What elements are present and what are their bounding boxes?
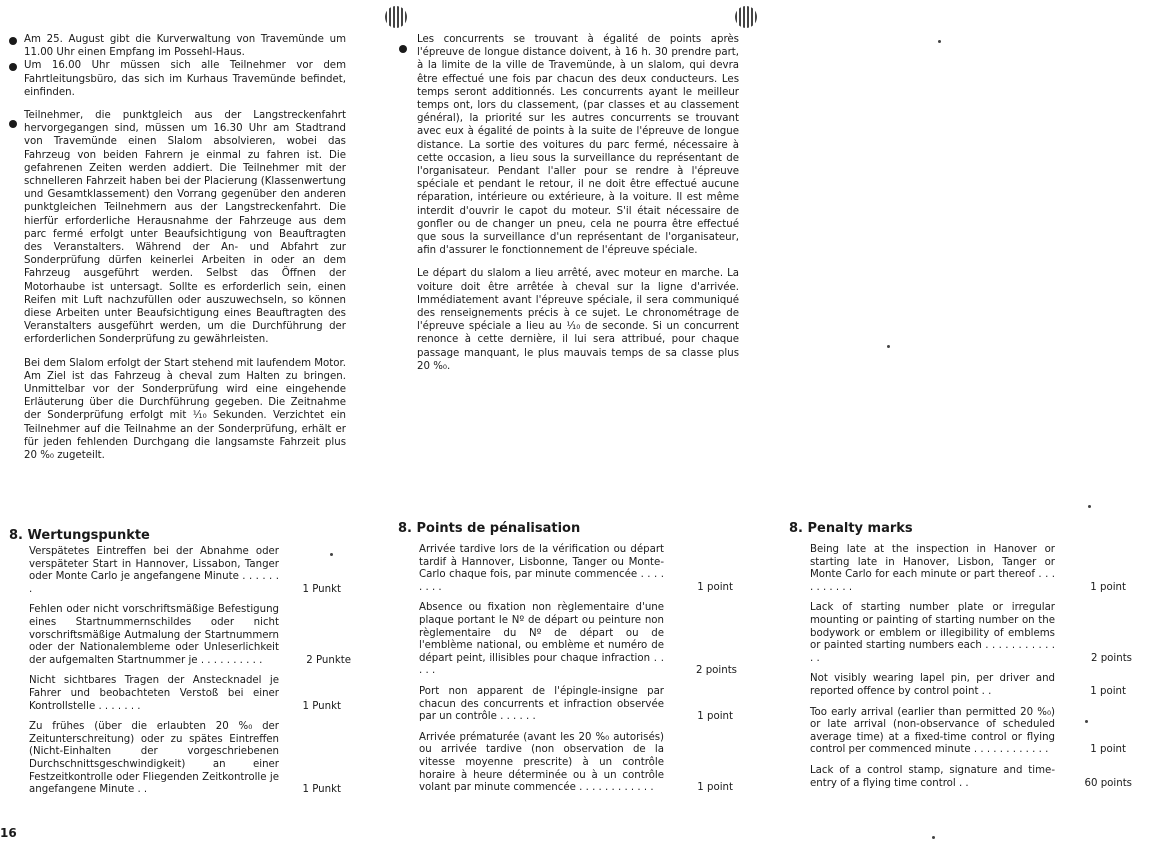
penalty-points: 2 points [1090, 652, 1132, 664]
scan-mark-right [735, 6, 757, 28]
french-slalom-paragraph: Les concurrents se trouvant à égalité de points après l'épreuve de longue distance doivent, à 16 h. 30 prendre part, à la limite de la ville de Travemünde, à un slalom, qui devra être effectué une fois par chacun des deux conducteurs. Les temps seront additionnés. Les concurrents ayant le meilleur temps ont, lors du classement, (par classes et au classement général), la priorité sur les autres concurrents se trouvant avec eux à égalité de points à la suite de l'épreuve de longue distance. La sortie des voitures du parc fermé, nécessaire à cette occasion, a lieu sous la surveillance du représentant de l'organisateur. Pendant l'aller pour se rendre à l'épreuve spéciale et pendant le retour, il ne doit être effectué aucune réparation, intérieure ou extérieure, à la voiture. Il est même interdit d'ouvrir le capot du moteur. S'il était nécessaire de gonfler ou de changer un pneu, cela ne pourra être effectué que sous la surveillance d'un représentant de l'organisateur, afin d'assurer le fonctionnement de l'épreuve spéciale. [417, 34, 739, 257]
penalty-item [419, 686, 739, 724]
penalty-item [810, 544, 1132, 594]
penalty-item [419, 732, 739, 795]
penalty-description: Fehlen oder nicht vorschriftsmäßige Befestigung eines Startnummernschildes oder nicht vorschriftsmäßige Autmalung der Startnummern oder der Nationalembleme oder Unleserlichkeit der aufgemalten Startnummer je . . . . . . . . . . [29, 604, 279, 666]
scan-mark-left [385, 6, 407, 28]
page-number: 16 [0, 826, 17, 840]
penalty-description: Not visibly wearing lapel pin, per driver and reported offence by control point . . [810, 673, 1055, 697]
french-intro-text [417, 33, 739, 373]
scan-speck [887, 345, 890, 348]
penalty-description: Verspätetes Eintreffen bei der Abnahme oder verspäteter Start in Hannover, Lissabon, Tanger oder Monte Carlo je angefangene Minute . . . . . . . [29, 546, 279, 595]
penalty-description: Arrivée tardive lors de la vérification ou départ tardif à Hannover, Lisbonne, Tanger ou Monte-Carlo chaque fois, par minute commencée . . . . . . . . [419, 544, 664, 593]
french-start-paragraph: Le départ du slalom a lieu arrêté, avec moteur en marche. La voiture doit être arrêtée à cheval sur la ligne d'arrivée. Immédiatement avant l'épreuve spéciale, il sera communiqué des renseignements précis à ce sujet. Le chronométrage de l'épreuve spéciale a lieu au ¹⁄₁₀ de seconde. Si un concurrent renonce à cette dernière, il lui sera attribué, pour chaque passage manquant, le plus mauvais temps de sa classe plus 20 %₀. [417, 268, 739, 372]
bullet-marker [9, 63, 17, 71]
german-item-reception: Am 25. August gibt die Kurverwaltung von Travemünde um 11.00 Uhr einen Empfang im Possehl-Haus. [24, 34, 346, 59]
bullet-marker [9, 120, 17, 128]
penalty-points: 1 Punkt [302, 700, 341, 712]
penalty-item [810, 765, 1132, 790]
german-start-paragraph: Bei dem Slalom erfolgt der Start stehend mit laufendem Motor. Am Ziel ist das Fahrzeug à cheval zum Halten zu bringen. Unmittelbar vor der Sonderprüfung wird eine eingehende Erläuterung über die Durchführung gegeben. Die Zeitnahme der Sonderprüfung erfolgt mit ¹⁄₁₀ Sekunden. Verzichtet ein Teilnehmer auf die Teilnahme an der Sonderprüfung, erhält er für jeden fehlenden Durchgang die langsamste Fahrzeit plus 20 %₀ zugeteilt. [24, 357, 346, 462]
penalty-points: 2 points [695, 665, 737, 677]
penalty-list-english [810, 544, 1132, 798]
penalty-points: 1 point [697, 782, 733, 794]
penalty-description: Zu frühes (über die erlaubten 20 %₀ der Zeitunterschreitung) oder zu spätes Eintreffen (Nicht-Einhalten der vorgeschriebenen Durchschnittsgeschwindigkeit) an einer Festzeitkontrolle oder Fliegenden Zeitkontrolle je angefangene Minute . . [29, 721, 279, 796]
penalty-list-german [29, 546, 351, 805]
penalty-item [29, 721, 351, 797]
penalty-item [29, 604, 351, 667]
penalty-description: Lack of a control stamp, signature and time-entry of a flying time control . . [810, 764, 1055, 789]
section-title-german: 8. Wertungspunkte [9, 528, 150, 543]
penalty-item [810, 602, 1132, 665]
bullet-marker [9, 37, 17, 45]
scan-speck [1085, 720, 1088, 723]
german-intro-text [24, 33, 346, 462]
penalty-points: 1 point [697, 581, 733, 593]
penalty-item [29, 675, 351, 713]
penalty-points: 1 point [1090, 744, 1126, 756]
penalty-description: Nicht sichtbares Tragen der Anstecknadel je Fahrer und beobachteten Verstoß bei einer Kontrollstelle . . . . . . . [29, 675, 279, 712]
scan-speck [1088, 505, 1091, 508]
penalty-description: Absence ou fixation non règlementaire d'une plaque portant le Nº de départ ou peinture non règlementaire du Nº de départ ou de l'emblème national, ou emblème et numéro de départ peint, illisibles pour chaque infraction . . . . . [419, 602, 664, 677]
penalty-points: 1 point [1090, 581, 1126, 593]
penalty-item [419, 602, 739, 678]
penalty-points: 1 point [697, 711, 733, 723]
german-slalom-paragraph: Teilnehmer, die punktgleich aus der Langstreckenfahrt hervorgegangen sind, müssen um 16.30 Uhr am Stadtrand von Travemünde einen Slalom absolvieren, wobei das Fahrzeug von beiden Fahrern je einmal zu fahren ist. Die gefahrenen Zeiten werden addiert. Die Teilnehmer mit der schnelleren Fahrzeit haben bei der Placierung (Klassenwertung und Gesamtklassement) den Vorrang gegenüber den anderen punktgleichen Teilnehmern aus der Langstreckenfahrt. Die hierfür erforderliche Herausnahme der Fahrzeuge aus dem parc fermé erfolgt unter Beaufsichtigung von Beauftragten des Veranstalters. Während der An- und Abfahrt zur Sonderprüfung dürfen keinerlei Arbeiten in oder an dem Fahrzeug ausgeführt werden. Selbst das Öffnen der Motorhaube ist untersagt. Sollte es erforderlich sein, einen Reifen mit Luft nachzufüllen oder auszuwechseln, so können diese Arbeiten unter Beaufsichtigung eines Beauftragten des Veranstalters ausgeführt werden, um die Durchführung der erforderlichen Sonderprüfung zu gewährleisten. [24, 110, 346, 346]
section-title-english: 8. Penalty marks [789, 521, 913, 536]
penalty-item [810, 707, 1132, 757]
penalty-description: Arrivée prématurée (avant les 20 %₀ autorisés) ou arrivée tardive (non observation de la vitesse moyenne prescrite) à un contrôle horaire à heure déterminée ou à un contrôle volant par minute commencée . . . . . . . . . . . . [419, 731, 664, 794]
penalty-item [419, 544, 739, 594]
penalty-description: Being late at the inspection in Hanover or starting late in Hanover, Lisbon, Tanger or Monte Carlo for each minute or part thereof . . . . . . . . . . [810, 544, 1055, 593]
penalty-description: Lack of starting number plate or irregular mounting or painting of starting number on the bodywork or emblem or illegibility of emblems or painted starting numbers each . . . . . . . . . . . . . [810, 602, 1055, 664]
scan-speck [932, 836, 935, 839]
penalty-list-french [419, 544, 739, 803]
penalty-description: Too early arrival (earlier than permitted 20 %₀) or late arrival (non-observance of scheduled average time) at a fixed-time control or flying control per commenced minute . . . . . . . . . . . . [810, 706, 1055, 756]
section-title-french: 8. Points de pénalisation [398, 521, 581, 536]
penalty-item [29, 546, 351, 596]
german-item-assembly: Um 16.00 Uhr müssen sich alle Teilnehmer vor dem Fahrtleitungsbüro, das sich im Kurhaus Travemünde befindet, einfinden. [24, 60, 346, 98]
penalty-points: 2 Punkte [306, 654, 351, 666]
penalty-points: 1 Punkt [302, 784, 341, 796]
penalty-points: 60 points [1084, 777, 1132, 789]
scan-speck [938, 40, 941, 43]
penalty-points: 1 point [1090, 685, 1126, 697]
bullet-marker [399, 45, 407, 53]
penalty-points: 1 Punkt [302, 583, 341, 595]
penalty-description: Port non apparent de l'épingle-insigne par chacun des concurrents et infraction observée par un contrôle . . . . . . [419, 685, 664, 723]
penalty-item [810, 673, 1132, 698]
scan-speck [330, 553, 333, 556]
